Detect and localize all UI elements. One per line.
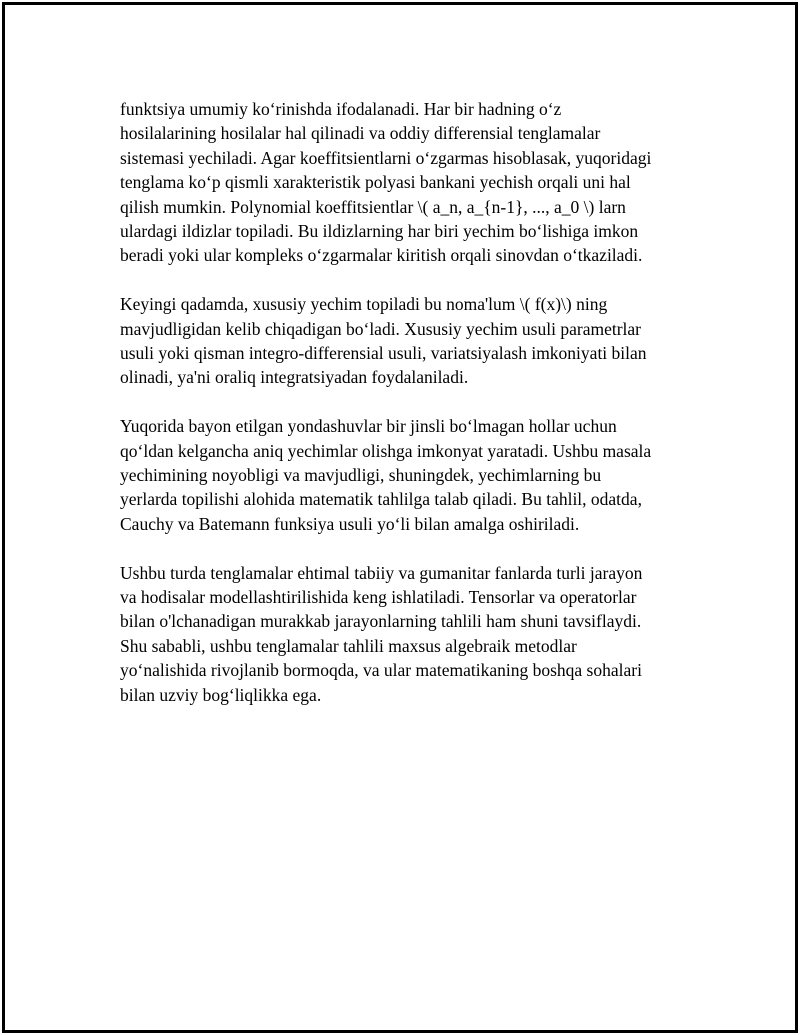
paragraph-4: Ushbu turda tenglamalar ehtimal tabiiy va gumanitar fanlarda turli jarayon va hodisalar modellashtirilishida keng ishlatiladi. Tensorlar va operatorlar bilan o'lchanadigan murakkab jarayonlarning tahlili ham shuni tavsiflaydi. Shu sababli, ushbu tenglamalar tahlili maxsus algebraik metodlar yo‘nalishida rivojlanib bormoqda, va ular matematikaning boshqa sohalari bilan uzviy bog‘liqlikka ega. xyxy=(120,562,643,705)
page-frame xyxy=(2,2,798,1033)
paragraph-1: funktsiya umumiy ko‘rinishda ifodalanadi. Har bir hadning o‘z hosilalarining hosilalar hal qilinadi va oddiy differensial tenglamalar sistemasi yechiladi. Agar koeffitsientlarni o‘zgarmas hisoblasak, yuqoridagi tenglama ko‘p qismli xarakteristik polyasi bankani yechish orqali uni hal qilish mumkin. Polynomial koeffitsientlar \( a_n, a_{n-1}, ..., a_0 \) larn ulardagi ildizlar topiladi. Bu ildizlarning har biri yechim bo‘lishiga imkon beradi yoki ular kompleks o‘zgarmalar kiritish orqali sinovdan o‘tkaziladi. xyxy=(120,99,652,266)
paragraph-3: Yuqorida bayon etilgan yondashuvlar bir jinsli bo‘lmagan hollar uchun qo‘ldan kelgancha aniq yechimlar olishga imkonyat yaratadi. Ushbu masala yechimining noyobligi va mavjudligi, shuningdek, yechimlarning bu yerlarda topilishi alohida matematik tahlilga talab qiladi. Bu tahlil, odatda, Cauchy va Batemann funksiya usuli yo‘li bilan amalga oshiriladi. xyxy=(120,416,652,534)
paragraph-2: Keyingi qadamda, xususiy yechim topiladi bu noma'lum \( f(x)\) ning mavjudligidan kelib chiqadigan bo‘ladi. Xususiy yechim usuli parametrlar usuli yoki qisman integro-differensial usuli, variatsiyalash imkoniyati bilan olinadi, ya'ni oraliq integratsiyadan foydalaniladi. xyxy=(120,294,647,388)
document-body xyxy=(120,97,700,732)
